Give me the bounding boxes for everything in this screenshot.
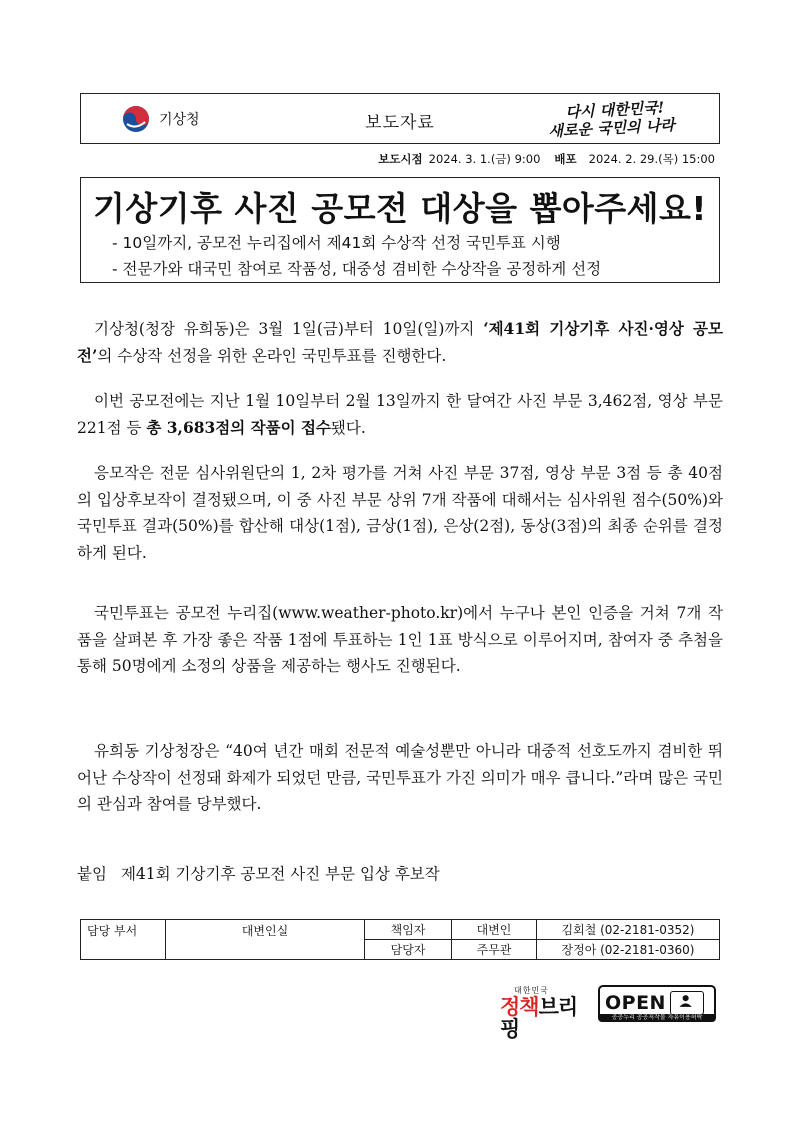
doc-type-title: 보도자료 (365, 113, 435, 133)
policy-logo-main (500, 996, 592, 1040)
paragraph-2-text-c: 됐다. (330, 418, 366, 437)
distribution-label: 배포 (554, 152, 577, 166)
table-row (81, 920, 720, 940)
row1-role: 책임자 (365, 920, 452, 940)
row2-title: 주무관 (452, 940, 537, 960)
contact-table (80, 919, 720, 960)
policy-logo-top: 대한민국 (514, 986, 549, 995)
row1-title: 대변인 (452, 920, 537, 940)
policy-logo-main-a: 정책 (500, 995, 539, 1019)
row1-name: 김회철 (02-2181-0352) (537, 920, 720, 940)
attachment-label: 붙임 (77, 865, 107, 883)
distribution-value: 2024. 2. 29.(목) 15:00 (588, 152, 715, 166)
paragraph-3: 응모작은 전문 심사위원단의 1, 2차 평가를 거쳐 사진 부문 37점, 영상 부문 3점 등 총 40점의 입상후보작이 결정됐으며, 이 중 사진 부문 상위 7개 작품에 대해서는 심사위원 점수(50%)와 국민투표 결과(50%)를 합산해 대상(1점), 금상(1점), 은상(2점), 동상(3점)의 최종 순위를 결정하게 된다. (77, 464, 723, 562)
attachment-text: 제41회 기상기후 공모전 사진 부문 입상 후보작 (120, 865, 440, 883)
paragraph-1-text-c: 의 수상작 선정을 위한 온라인 국민투표를 진행한다. (97, 346, 447, 365)
attribution-person-icon (670, 991, 704, 1015)
dept-name: 대변인실 (166, 920, 365, 960)
press-time-value: 2024. 3. 1.(금) 9:00 (428, 152, 541, 166)
dept-label: 담당 부서 (81, 920, 166, 960)
paragraph-2 (77, 388, 723, 441)
paragraph-2-text-a: 이번 공모전에는 지난 1월 10일부터 2월 13일까지 한 달여간 사진 부문 3,462점, 영상 부문 221점 등 (77, 392, 723, 437)
slogan-line-1: 다시 대한민국! (565, 98, 665, 122)
release-info (372, 151, 715, 167)
org-name: 기상청 (159, 112, 200, 128)
slogan-line-2: 새로운 국민의 나라 (548, 115, 676, 141)
main-title: 기상기후 사진 공모전 대상을 뽑아주세요! (93, 189, 707, 228)
subtitle-1: - 10일까지, 공모전 누리집에서 제41회 수상작 선정 국민투표 시행 (112, 234, 561, 252)
policy-briefing-logo (500, 985, 592, 1041)
subtitle-2: - 전문가와 대국민 참여로 작품성, 대중성 겸비한 수상작을 공정하게 선정 (112, 260, 602, 278)
paragraph-4: 국민투표는 공모전 누리집(www.weather-photo.kr)에서 누구나 본인 인증을 거쳐 7개 작품을 살펴본 후 가장 좋은 작품 1점에 투표하는 1인 1표 방식으로 이루어지며, 참여자 중 추첨을 통해 50명에게 소정의 상품을 제공하는 행사도 진행된다. (77, 604, 723, 675)
policy-logo-main-b: 브리핑 (500, 995, 578, 1041)
open-logo-caption: 공공누리 공공저작물 자유이용허락 (598, 1014, 716, 1022)
row2-name: 장정아 (02-2181-0360) (537, 940, 720, 960)
paragraph-1-emphasis: ‘제41회 기상기후 사진·영상 공모전’ (77, 319, 723, 365)
row2-role: 담당자 (365, 940, 452, 960)
attachment-line (77, 862, 440, 884)
press-time-label: 보도시점 (378, 152, 423, 166)
paragraph-2-emphasis: 총 3,683점의 작품이 접수 (146, 417, 331, 437)
open-text: OPEN (605, 992, 666, 1014)
paragraph-1 (77, 316, 723, 369)
paragraph-5: 유희동 기상청장은 “40여 년간 매회 전문적 예술성뿐만 아니라 대중적 선호도까지 겸비한 뛰어난 수상작이 선정돼 화제가 되었던 만큼, 국민투표가 가진 의미가 매우 큽니다.”라며 많은 국민의 관심과 참여를 당부했다. (77, 742, 723, 813)
paragraph-1-text-a: 기상청(청장 유희동)은 3월 1일(금)부터 10일(일)까지 (94, 320, 484, 338)
person-icon (671, 992, 702, 1013)
